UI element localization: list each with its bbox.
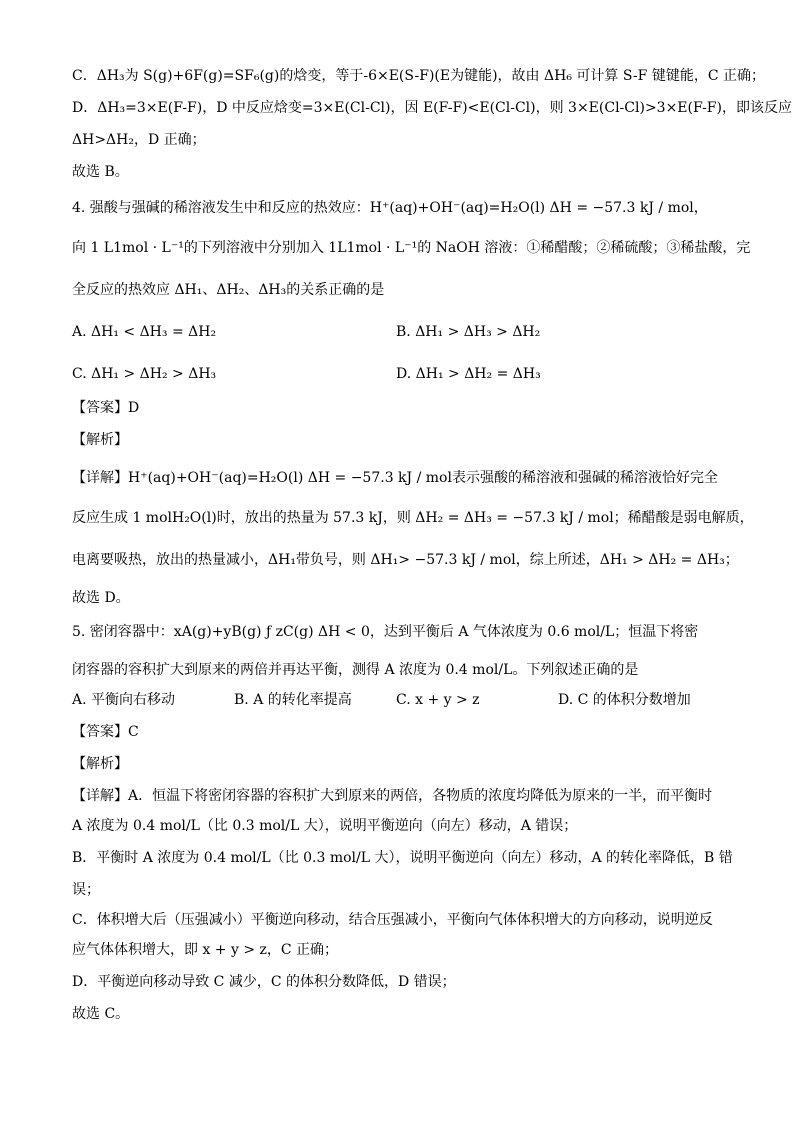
q4-option-d: D. ΔH₁ > ΔH₂ = ΔH₃ <box>396 366 541 382</box>
q3-option-d-explanation-cont: ΔH>ΔH₂，D 正确； <box>72 132 206 148</box>
q5-detail-line5: C．体积增大后（压强减小）平衡逆向移动，结合压强减小，平衡向气体体积增大的方向移动，说明逆反 <box>72 912 713 928</box>
q4-stem-line2: 向 1 L1mol · L⁻¹的下列溶液中分别加入 1L1mol · L⁻¹的 NaOH 溶液：①稀醋酸；②稀硫酸；③稀盐酸，完 <box>72 240 751 256</box>
q5-stem-line1: 5. 密闭容器中：xA(g)+yB(g) ƒ zC(g) ΔH < 0，达到平衡后 A 气体浓度为 0.6 mol/L；恒温下将密 <box>72 624 699 640</box>
q5-option-a: A. 平衡向右移动 <box>72 692 176 708</box>
q5-detail-line6: 应气体体积增大，即 x + y > z，C 正确； <box>72 942 339 958</box>
q5-detail-line1: 【详解】A．恒温下将密闭容器的容积扩大到原来的两倍，各物质的浓度均降低为原来的一半，而平衡时 <box>72 788 713 804</box>
q4-detail-line3: 电离要吸热，放出的热量减小，ΔH₁带负号，则 ΔH₁> −57.3 kJ / mol，综上所述，ΔH₁ > ΔH₂ = ΔH₃； <box>72 552 739 568</box>
q4-conclusion: 故选 D。 <box>72 590 130 606</box>
q4-option-b: B. ΔH₁ > ΔH₃ > ΔH₂ <box>396 324 541 340</box>
q4-stem-line1: 4. 强酸与强碱的稀溶液发生中和反应的热效应：H⁺(aq)+OH⁻(aq)=H₂O(l) ΔH = −57.3 kJ / mol， <box>72 200 708 216</box>
q5-stem-line2: 闭容器的容积扩大到原来的两倍并再达平衡，测得 A 浓度为 0.4 mol/L。下列叙述正确的是 <box>72 662 639 678</box>
q4-option-c: C. ΔH₁ > ΔH₂ > ΔH₃ <box>72 366 217 382</box>
q5-detail-line3: B．平衡时 A 浓度为 0.4 mol/L（比 0.3 mol/L 大），说明平衡逆向（向左）移动，A 的转化率降低，B 错 <box>72 850 733 866</box>
q5-detail-line4: 误； <box>72 882 100 898</box>
q4-stem-line3: 全反应的热效应 ΔH₁、ΔH₂、ΔH₃的关系正确的是 <box>72 282 385 298</box>
q5-option-c: C. x + y > z <box>396 692 480 708</box>
q3-option-c-explanation: C．ΔH₃为 S(g)+6F(g)=SF₆(g)的焓变，等于-6×E(S-F)(E为键能)，故由 ΔH₆ 可计算 S-F 键键能，C 正确； <box>72 68 765 84</box>
q4-detail-line2: 反应生成 1 molH₂O(l)时，放出的热量为 57.3 kJ，则 ΔH₂ = ΔH₃ = −57.3 kJ / mol；稀醋酸是弱电解质， <box>72 510 754 526</box>
q5-detail-line2: A 浓度为 0.4 mol/L（比 0.3 mol/L 大），说明平衡逆向（向左）移动，A 错误； <box>72 818 578 834</box>
q5-option-d: D. C 的体积分数增加 <box>558 692 691 708</box>
q4-option-a: A. ΔH₁ < ΔH₃ = ΔH₂ <box>72 324 217 340</box>
q3-option-d-explanation: D．ΔH₃=3×E(F-F)，D 中反应焓变=3×E(Cl-Cl)，因 E(F-F)<E(Cl-Cl)，则 3×E(Cl-Cl)>3×E(F-F)，即该反应 <box>72 100 792 116</box>
q3-conclusion: 故选 B。 <box>72 164 129 180</box>
q5-option-b: B. A 的转化率提高 <box>234 692 352 708</box>
q5-analysis-heading: 【解析】 <box>72 756 128 772</box>
q4-detail-line1: 【详解】H⁺(aq)+OH⁻(aq)=H₂O(l) ΔH = −57.3 kJ / mol表示强酸的稀溶液和强碱的稀溶液恰好完全 <box>72 470 718 486</box>
q4-answer: 【答案】D <box>72 400 140 416</box>
q4-analysis-heading: 【解析】 <box>72 432 128 448</box>
q5-detail-line7: D．平衡逆向移动导致 C 减少，C 的体积分数降低，D 错误； <box>72 974 456 990</box>
q5-answer: 【答案】C <box>72 724 139 740</box>
q5-conclusion: 故选 C。 <box>72 1006 130 1022</box>
